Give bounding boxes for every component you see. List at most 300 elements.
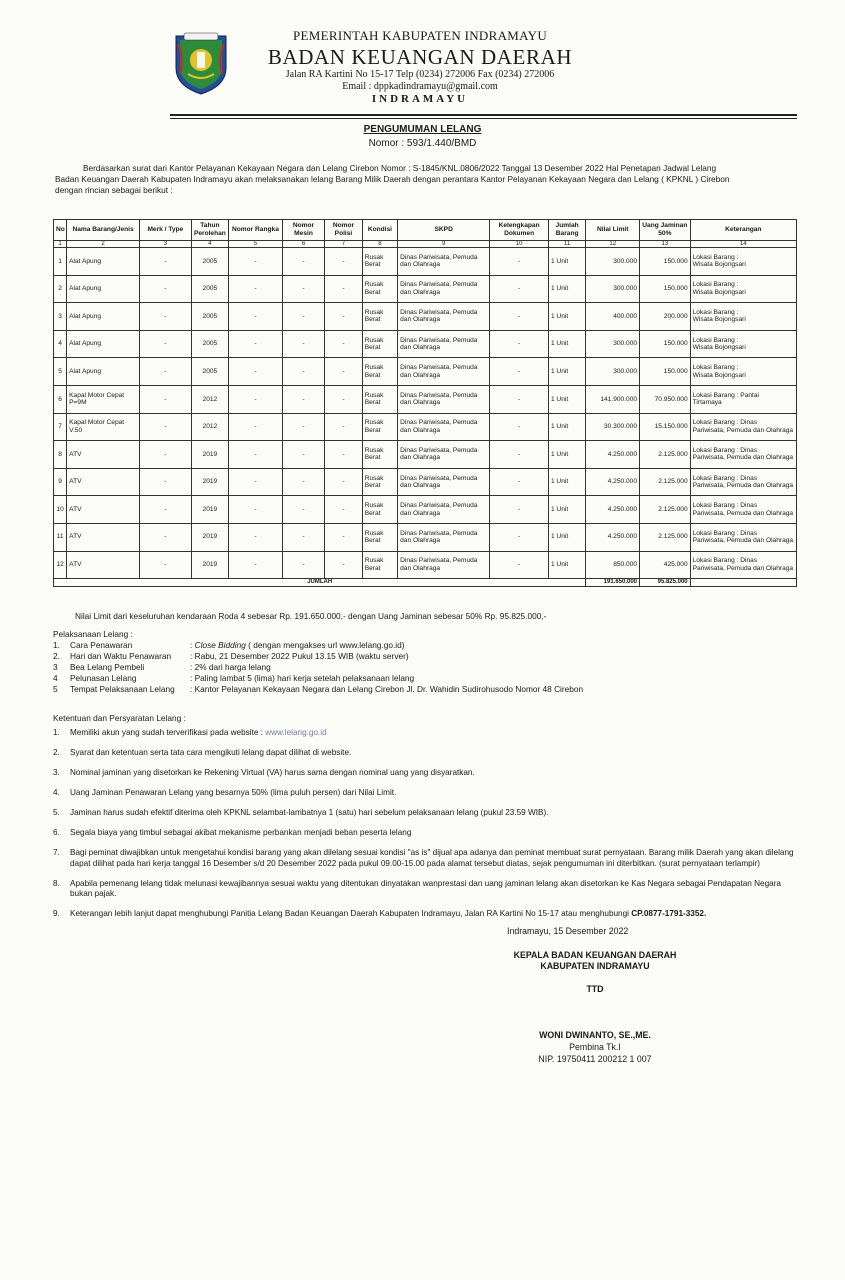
column-number: 14: [690, 241, 796, 248]
execution-heading: Pelaksanaan Lelang :: [53, 629, 133, 639]
signatory-name: WONI DWINANTO, SE.,ME.: [539, 1030, 651, 1040]
signatory-nip: NIP. 19750411 200212 1 007: [538, 1054, 652, 1064]
cell-no: 5: [54, 358, 67, 386]
execution-value-text: Paling lambat 5 (lima) hari kerja setelah pelaksanaan lelang: [194, 673, 415, 683]
cell-tahun: 2005: [191, 358, 228, 386]
keterangan-ket2: Pariwisata, Pemuda dan Olahraga: [692, 426, 794, 434]
cell-nama: ATV: [67, 523, 140, 551]
execution-value: [190, 640, 404, 651]
keterangan-ket2: Pariwisata, Pemuda dan Olahraga: [692, 564, 794, 572]
cell-jaminan: 2.125.000: [640, 468, 691, 496]
cell-dok: -: [490, 385, 549, 413]
column-number: 4: [191, 241, 228, 248]
cell-kondisi: Rusak Berat: [362, 441, 397, 469]
cell-mesin: -: [282, 523, 325, 551]
keterangan-ket1: Lokasi Barang : Dinas: [692, 419, 758, 427]
requirement-text-body: Nominal jaminan yang disetorkan ke Rekening Virtual (VA) harus sama dengan nominal uang yang disyaratkan.: [70, 768, 475, 777]
total-empty-cell: [690, 579, 796, 587]
lelang-website-link[interactable]: www.lelang.go.id: [265, 728, 327, 737]
column-header: Uang Jaminan 50%: [640, 220, 691, 241]
column-header: Kondisi: [362, 220, 397, 241]
column-header: No: [54, 220, 67, 241]
column-header: Tahun Perolehan: [191, 220, 228, 241]
requirement-text: [70, 728, 798, 739]
cell-jumlah: 1 Unit: [548, 275, 585, 303]
cell-no: 2: [54, 275, 67, 303]
column-number: 12: [586, 241, 640, 248]
cell-tahun: 2005: [191, 303, 228, 331]
cell-rangka: -: [229, 303, 283, 331]
keterangan-ket1: Lokasi Barang :: [692, 308, 739, 316]
requirements-heading: Ketentuan dan Persyaratan Lelang :: [53, 713, 186, 723]
column-header: Nilai Limit: [586, 220, 640, 241]
cell-kondisi: Rusak Berat: [362, 358, 397, 386]
cell-tahun: 2019: [191, 523, 228, 551]
cell-rangka: -: [229, 468, 283, 496]
cell-merk: -: [140, 248, 192, 276]
cell-no: 7: [54, 413, 67, 441]
cell-mesin: -: [282, 385, 325, 413]
cell-dok: -: [490, 358, 549, 386]
table-row: [54, 441, 797, 469]
intro-line-2: Badan Keuangan Daerah Kabupaten Indramayu akan melaksanakan lelang Barang Milik Daerah dengan perantara Kantor Pelayanan Kekayaan Negara dan Lelang ( KPKNL ) Cirebon: [55, 174, 730, 184]
cell-jaminan: 150.000: [640, 248, 691, 276]
cell-polisi: -: [325, 441, 362, 469]
cell-rangka: -: [229, 248, 283, 276]
signature-mark: TTD: [586, 984, 604, 994]
cell-skpd: Dinas Pariwisata, Pemuda dan Olahraga: [398, 248, 490, 276]
cell-dok: -: [490, 330, 549, 358]
cell-keterangan: [690, 441, 796, 469]
intro-line-1: Berdasarkan surat dari Kantor Pelayanan Kekayaan Negara dan Lelang Cirebon Nomor : S-1845/KNL.0806/2022 Tanggal 13 Desember 2022 Hal Penetapan Jadwal Lelang: [83, 163, 717, 173]
execution-colon: :: [190, 651, 195, 661]
cell-jaminan: 2.125.000: [640, 523, 691, 551]
cell-jaminan: 150.000: [640, 330, 691, 358]
cell-merk: -: [140, 441, 192, 469]
announcement-heading: PENGUMUMAN LELANG: [363, 124, 482, 135]
cell-no: 9: [54, 468, 67, 496]
total-limit: 191.650.000: [586, 579, 640, 587]
cell-jumlah: 1 Unit: [548, 441, 585, 469]
requirement-number: 9.: [53, 909, 60, 918]
keterangan-ket2: Wisata Bojongsari: [692, 371, 746, 379]
requirement-item: [53, 808, 798, 819]
requirement-text-body: Segala biaya yang timbul sebagai akibat mekanisme perbankan menjadi beban peserta lelang: [70, 828, 412, 837]
requirement-item: [53, 748, 798, 759]
cell-jumlah: 1 Unit: [548, 551, 585, 579]
cell-jumlah: 1 Unit: [548, 468, 585, 496]
requirement-text-body: Jaminan harus sudah efektif diterima oleh KPKNL selambat-lambatnya 1 (satu) hari sebelum pelaksanaan lelang (pukul 23.59 WIB).: [70, 808, 549, 817]
keterangan-ket1: Lokasi Barang : Dinas: [692, 474, 758, 482]
execution-key: Pelunasan Lelang: [70, 673, 137, 683]
cell-kondisi: Rusak Berat: [362, 496, 397, 524]
column-number: 2: [67, 241, 140, 248]
cell-tahun: 2012: [191, 413, 228, 441]
execution-number: 1.: [53, 640, 60, 650]
requirement-number: 1.: [53, 728, 60, 737]
cell-kondisi: Rusak Berat: [362, 551, 397, 579]
cell-nama: Alat Apung: [67, 358, 140, 386]
requirement-item: [53, 788, 798, 799]
keterangan-ket1: Lokasi Barang : Dinas: [692, 557, 758, 565]
keterangan-ket2: Wisata Bojongsari: [692, 288, 746, 296]
execution-key: Cara Penawaran: [70, 640, 133, 650]
table-row: [54, 496, 797, 524]
cell-kondisi: Rusak Berat: [362, 385, 397, 413]
cell-jumlah: 1 Unit: [548, 385, 585, 413]
keterangan-ket1: Lokasi Barang :: [692, 253, 739, 261]
keterangan-ket1: Lokasi Barang :: [692, 336, 739, 344]
cell-dok: -: [490, 468, 549, 496]
cell-skpd: Dinas Pariwisata, Pemuda dan Olahraga: [398, 551, 490, 579]
column-number: 6: [282, 241, 325, 248]
column-header: Nama Barang/Jenis: [67, 220, 140, 241]
requirement-number: 7.: [53, 848, 60, 857]
execution-colon: :: [190, 662, 195, 672]
keterangan-ket2: Pariwisata, Pemuda dan Olahraga: [692, 482, 794, 490]
cell-polisi: -: [325, 275, 362, 303]
table-row: [54, 385, 797, 413]
cell-mesin: -: [282, 303, 325, 331]
requirement-item: [53, 879, 798, 900]
letterhead-rule-thin: [170, 118, 797, 119]
keterangan-ket1: Lokasi Barang : Dinas: [692, 446, 758, 454]
execution-value-text: Kantor Pelayanan Kekayaan Negara dan Lelang Cirebon Jl. Dr. Wahidin Sudirohusodo Nomor 48 Cirebon: [194, 684, 584, 694]
cell-rangka: -: [229, 441, 283, 469]
cell-limit: 300.000: [586, 275, 640, 303]
cell-merk: -: [140, 468, 192, 496]
column-number: 13: [640, 241, 691, 248]
cell-mesin: -: [282, 468, 325, 496]
cell-keterangan: [690, 413, 796, 441]
requirement-text: [70, 848, 798, 869]
cell-jaminan: 15.150.000: [640, 413, 691, 441]
agency-name: BADAN KEUANGAN DAERAH: [267, 45, 573, 69]
keterangan-ket2: Tirtamaya: [692, 399, 722, 407]
cell-dok: -: [490, 496, 549, 524]
column-number: 11: [548, 241, 585, 248]
execution-number: 5: [53, 684, 58, 694]
execution-list: [53, 640, 583, 695]
cell-limit: 4.250.000: [586, 496, 640, 524]
cell-no: 1: [54, 248, 67, 276]
cell-no: 4: [54, 330, 67, 358]
execution-item: [53, 673, 583, 684]
government-name: PEMERINTAH KABUPATEN INDRAMAYU: [292, 28, 548, 43]
cell-no: 6: [54, 385, 67, 413]
table-row: [54, 248, 797, 276]
keterangan-ket1: Lokasi Barang : Dinas: [692, 529, 758, 537]
cell-rangka: -: [229, 551, 283, 579]
cell-limit: 30.300.000: [586, 413, 640, 441]
cell-mesin: -: [282, 441, 325, 469]
agency-address: Jalan RA Kartini No 15-17 Telp (0234) 272006 Fax (0234) 272006: [285, 69, 555, 80]
cell-merk: -: [140, 551, 192, 579]
requirement-1-text: Memiliki akun yang sudah terverifikasi pada website :: [70, 728, 266, 737]
cell-tahun: 2012: [191, 385, 228, 413]
cell-kondisi: Rusak Berat: [362, 523, 397, 551]
cell-merk: -: [140, 358, 192, 386]
execution-value-emphasis: Close Bidding: [194, 640, 246, 650]
cell-nama: ATV: [67, 441, 140, 469]
cell-nama: Alat Apung: [67, 330, 140, 358]
cell-rangka: -: [229, 413, 283, 441]
cell-nama: Alat Apung: [67, 303, 140, 331]
keterangan-ket2: Pariwisata, Pemuda dan Olahraga: [692, 509, 794, 517]
cell-skpd: Dinas Pariwisata, Pemuda dan Olahraga: [398, 303, 490, 331]
requirement-item: [53, 768, 798, 779]
cell-jumlah: 1 Unit: [548, 248, 585, 276]
cell-kondisi: Rusak Berat: [362, 413, 397, 441]
cell-dok: -: [490, 413, 549, 441]
cell-rangka: -: [229, 275, 283, 303]
total-label: JUMLAH: [54, 579, 586, 587]
column-number: 9: [398, 241, 490, 248]
cell-tahun: 2019: [191, 441, 228, 469]
cell-nama: Alat Apung: [67, 248, 140, 276]
cell-mesin: -: [282, 330, 325, 358]
cell-keterangan: [690, 275, 796, 303]
execution-value: [190, 684, 583, 695]
cell-skpd: Dinas Pariwisata, Pemuda dan Olahraga: [398, 330, 490, 358]
column-header: SKPD: [398, 220, 490, 241]
requirement-text: [70, 909, 798, 920]
requirement-number: 4.: [53, 788, 60, 797]
column-header: Nomor Rangka: [229, 220, 283, 241]
cell-nama: Kapal Motor Cepat V.50: [67, 413, 140, 441]
requirement-number: 6.: [53, 828, 60, 837]
requirement-item: [53, 828, 798, 839]
cell-jumlah: 1 Unit: [548, 523, 585, 551]
table-row: [54, 330, 797, 358]
cell-tahun: 2005: [191, 330, 228, 358]
cell-merk: -: [140, 303, 192, 331]
signatory-title-1: KEPALA BADAN KEUANGAN DAERAH: [513, 950, 677, 960]
keterangan-ket1: Lokasi Barang :: [692, 364, 739, 372]
auction-items-table: [53, 219, 797, 587]
cell-jaminan: 70.950.000: [640, 385, 691, 413]
keterangan-ket1: Lokasi Barang : Dinas: [692, 502, 758, 510]
column-header: Jumlah Barang: [548, 220, 585, 241]
cell-jumlah: 1 Unit: [548, 303, 585, 331]
cell-merk: -: [140, 330, 192, 358]
execution-value: [190, 673, 414, 684]
cell-polisi: -: [325, 330, 362, 358]
cell-tahun: 2005: [191, 275, 228, 303]
cell-nama: ATV: [67, 496, 140, 524]
table-row: [54, 358, 797, 386]
execution-key: Hari dan Waktu Penawaran: [70, 651, 172, 661]
cell-limit: 300.000: [586, 248, 640, 276]
keterangan-ket2: Wisata Bojongsari: [692, 344, 746, 352]
table-row: [54, 413, 797, 441]
cell-dok: -: [490, 551, 549, 579]
signature-date: Indramayu, 15 Desember 2022: [507, 926, 629, 936]
cell-merk: -: [140, 496, 192, 524]
cell-jaminan: 2.125.000: [640, 496, 691, 524]
table-row: [54, 468, 797, 496]
requirement-number: 3.: [53, 768, 60, 777]
cell-tahun: 2005: [191, 248, 228, 276]
requirement-text: [70, 788, 798, 799]
cell-mesin: -: [282, 496, 325, 524]
cell-skpd: Dinas Pariwisata, Pemuda dan Olahraga: [398, 385, 490, 413]
cell-dok: -: [490, 248, 549, 276]
cell-jaminan: 425.000: [640, 551, 691, 579]
keterangan-ket2: Wisata Bojongsari: [692, 261, 746, 269]
cell-limit: 4.250.000: [586, 441, 640, 469]
cell-dok: -: [490, 275, 549, 303]
column-number: 1: [54, 241, 67, 248]
cell-skpd: Dinas Pariwisata, Pemuda dan Olahraga: [398, 441, 490, 469]
execution-number: 3: [53, 662, 58, 672]
cell-merk: -: [140, 523, 192, 551]
cell-jaminan: 200.000: [640, 303, 691, 331]
cell-dok: -: [490, 441, 549, 469]
cell-skpd: Dinas Pariwisata, Pemuda dan Olahraga: [398, 468, 490, 496]
cell-mesin: -: [282, 248, 325, 276]
cell-polisi: -: [325, 468, 362, 496]
column-number: 5: [229, 241, 283, 248]
cell-kondisi: Rusak Berat: [362, 330, 397, 358]
cell-keterangan: [690, 523, 796, 551]
cell-limit: 4.250.000: [586, 523, 640, 551]
cell-tahun: 2019: [191, 496, 228, 524]
column-number: 10: [490, 241, 549, 248]
cell-jaminan: 2.125.000: [640, 441, 691, 469]
table-column-number-row: [54, 241, 797, 248]
cell-polisi: -: [325, 358, 362, 386]
cell-jaminan: 150.000: [640, 358, 691, 386]
cell-polisi: -: [325, 496, 362, 524]
requirement-text-body: Keterangan lebih lanjut dapat menghubungi Panitia Lelang Badan Keuangan Daerah Kabupaten Indramayu, Jalan RA Kartini No 15-17 atau menghubungi: [70, 909, 632, 918]
execution-item: [53, 662, 583, 673]
cell-skpd: Dinas Pariwisata, Pemuda dan Olahraga: [398, 496, 490, 524]
cell-kondisi: Rusak Berat: [362, 275, 397, 303]
signatory-rank: Pembina Tk.I: [569, 1042, 621, 1052]
column-number: 8: [362, 241, 397, 248]
cell-keterangan: [690, 551, 796, 579]
column-header: Keterangan: [690, 220, 796, 241]
table-row: [54, 303, 797, 331]
intro-line-3: dengan rincian sebagai berikut :: [55, 185, 173, 195]
table-header-row: [54, 220, 797, 241]
cell-limit: 4.250.000: [586, 468, 640, 496]
agency-email: Email : dppkadindramayu@gmail.com: [342, 81, 498, 92]
execution-item: [53, 640, 583, 651]
cell-nama: Kapal Motor Cepat P=9M: [67, 385, 140, 413]
requirement-number: 2.: [53, 748, 60, 757]
column-number: 7: [325, 241, 362, 248]
execution-value-text: 2% dari harga lelang: [194, 662, 271, 672]
cell-skpd: Dinas Pariwisata, Pemuda dan Olahraga: [398, 275, 490, 303]
table-total-row: [54, 579, 797, 587]
requirements-list: [53, 728, 798, 929]
requirement-text: [70, 768, 798, 779]
cell-rangka: -: [229, 385, 283, 413]
cell-jumlah: 1 Unit: [548, 358, 585, 386]
letterhead: [240, 28, 600, 105]
cell-mesin: -: [282, 275, 325, 303]
requirement-item: [53, 909, 798, 920]
cell-no: 8: [54, 441, 67, 469]
cell-keterangan: [690, 385, 796, 413]
cell-keterangan: [690, 468, 796, 496]
requirement-text-body: Bagi peminat diwajibkan untuk mengetahui kondisi barang yang akan dilelang sesuai kondisi "as is" dijual apa adanya dan peminat membuat surat pernyataan. Barang milik Daerah yang akan dilelang dapat dilihat pada hari kerja tanggal 16 Desember s/d 20 Desember 2022 pada pukul 09.00-15.00 pada alamat tersebut diatas, sejak pengumuman ini diterbitkan. (surat pernyataan terlampir): [70, 848, 794, 868]
keterangan-ket1: Lokasi Barang : Pantai: [692, 391, 759, 399]
requirement-text: [70, 748, 798, 759]
table-row: [54, 523, 797, 551]
cell-limit: 141.900.000: [586, 385, 640, 413]
cell-skpd: Dinas Pariwisata, Pemuda dan Olahraga: [398, 413, 490, 441]
cell-merk: -: [140, 275, 192, 303]
cell-nama: ATV: [67, 468, 140, 496]
cell-keterangan: [690, 496, 796, 524]
announcement-number: Nomor : 593/1.440/BMD: [368, 138, 477, 149]
cell-keterangan: [690, 303, 796, 331]
cell-merk: -: [140, 413, 192, 441]
cell-rangka: -: [229, 358, 283, 386]
execution-value: [190, 662, 271, 673]
column-header: Nomor Mesin: [282, 220, 325, 241]
cell-skpd: Dinas Pariwisata, Pemuda dan Olahraga: [398, 358, 490, 386]
signatory-title-2: KABUPATEN INDRAMAYU: [540, 961, 650, 971]
cell-polisi: -: [325, 413, 362, 441]
keterangan-ket2: Pariwisata, Pemuda dan Olahraga: [692, 454, 794, 462]
total-jaminan: 95.825.000: [640, 579, 691, 587]
cell-limit: 300.000: [586, 358, 640, 386]
cell-rangka: -: [229, 523, 283, 551]
cell-nama: ATV: [67, 551, 140, 579]
keterangan-ket2: Pariwisata, Pemuda dan Olahraga: [692, 537, 794, 545]
cell-jumlah: 1 Unit: [548, 496, 585, 524]
execution-number: 4: [53, 673, 58, 683]
execution-colon: :: [190, 640, 195, 650]
cell-dok: -: [490, 303, 549, 331]
cell-limit: 300.000: [586, 330, 640, 358]
cell-polisi: -: [325, 523, 362, 551]
cell-dok: -: [490, 523, 549, 551]
cell-no: 10: [54, 496, 67, 524]
cell-mesin: -: [282, 551, 325, 579]
execution-item: [53, 684, 583, 695]
cell-rangka: -: [229, 330, 283, 358]
column-header: Kelengkapan Dokumen: [490, 220, 549, 241]
summary-line: Nilai Limit dari keseluruhan kendaraan Roda 4 sebesar Rp. 191.650.000,- dengan Uang Jaminan sebesar 50% Rp. 95.825.000,-: [75, 611, 547, 621]
intro-paragraph: [55, 163, 800, 196]
requirement-text-body: Uang Jaminan Penawaran Lelang yang besarnya 50% (lima puluh persen) dari Nilai Limit.: [70, 788, 397, 797]
cell-keterangan: [690, 248, 796, 276]
execution-number: 2.: [53, 651, 60, 661]
requirement-items: [53, 748, 798, 920]
column-header: Merk / Type: [140, 220, 192, 241]
cell-polisi: -: [325, 248, 362, 276]
cell-mesin: -: [282, 358, 325, 386]
cell-kondisi: Rusak Berat: [362, 303, 397, 331]
execution-item: [53, 651, 583, 662]
execution-value: [190, 651, 409, 662]
cell-mesin: -: [282, 413, 325, 441]
keterangan-ket1: Lokasi Barang :: [692, 281, 739, 289]
cell-rangka: -: [229, 496, 283, 524]
cell-jumlah: 1 Unit: [548, 330, 585, 358]
cell-jumlah: 1 Unit: [548, 413, 585, 441]
cell-limit: 400.000: [586, 303, 640, 331]
execution-value-text: ( dengan mengakses url www.lelang.go.id): [245, 640, 405, 650]
column-header: Nomor Polisi: [325, 220, 362, 241]
contact-phone[interactable]: CP.0877-1791-3352.: [631, 909, 707, 918]
requirement-item: [53, 848, 798, 869]
